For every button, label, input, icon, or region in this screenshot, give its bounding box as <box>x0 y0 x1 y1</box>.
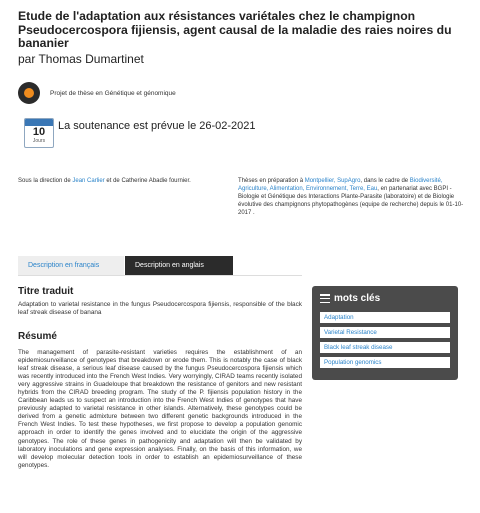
doctoral-school-link[interactable]: Biodiversité, Agriculture, Alimentation, Environnement, Terre, Eau <box>238 178 443 192</box>
defense-date-text: La soutenance est prévue le 26-02-2021 <box>58 120 256 132</box>
tab-divider <box>18 275 302 276</box>
page-title: Etude de l'adaptation aux résistances variétales chez le champignon Pseudocercospora fijiensis, agent causal de la maladie des raies noires du bananier <box>18 9 452 51</box>
supervision-connector: et de <box>106 178 120 184</box>
keywords-heading: mots clés <box>334 293 381 304</box>
author-name: par Thomas Dumartinet <box>18 52 144 66</box>
tab-description-anglais[interactable]: Description en anglais <box>125 256 233 275</box>
thesis-after-institution: , dans le cadre de <box>360 178 409 184</box>
keywords-panel <box>312 286 458 380</box>
tab-description-francais[interactable]: Description en français <box>18 256 124 275</box>
abstract-text: The management of parasite-resistant varieties requires the establishment of an epidemiosurveillance of genotypes that breakdown or erode them. This is notably the case of black leaf streak disease, a serious leaf disease caused by the fungus Pseudocercospora fijiensis which was recently introduced into the French West Indies. Very worryingly, CIRAD teams recently isolated very aggressive strains in Guadeloupe that breakdown the resistance of genitors and new resistant hybrids from the CIRAD breeding program. The study of the P. fijiensis population history in the Caribbean leads us to suspect an introduction into the French West Indies of genotypes that have previously adapted to varietal resistance in other islands. Alternatively, these genotypes could be derived from a genetic admixture between two different genetic backgrounds introduced in the French West Indies. To test these hypotheses, we first propose to develop a population genomic approach in order to identify the genes involved and to elucidate the origin of the aggressive genotypes. The role of these genes in pathogenicity and adaptation will then be validated by laboratory inoculations and gene expression analyses. Finally, on the basis of this information, we will develop molecular detection tools in order to establish an epidemiosurveillance of these genotypes. <box>18 349 302 469</box>
project-logo-icon <box>18 82 40 104</box>
abstract-heading: Résumé <box>18 331 57 342</box>
keyword-varietal-resistance[interactable]: Varietal Resistance <box>320 327 450 338</box>
thesis-info-text <box>238 177 464 217</box>
translated-title-text: Adaptation to varietal resistance in the fungus Pseudocercospora fijiensis, responsible of the black leaf streak disease of banana <box>18 301 302 316</box>
project-label: Projet de thèse en Génétique et génomique <box>50 89 176 97</box>
list-icon <box>320 294 330 303</box>
calendar-day: 10 <box>32 126 46 138</box>
supervision-text <box>18 177 218 185</box>
supervisor-2-name: Catherine Abadie <box>121 178 168 184</box>
institution-link[interactable]: Montpellier, SupAgro <box>304 178 361 184</box>
supervision-suffix: fournier. <box>169 178 191 184</box>
keywords-header <box>320 293 450 304</box>
keyword-black-leaf-streak-disease[interactable]: Black leaf streak disease <box>320 342 450 353</box>
project-line <box>18 82 176 104</box>
keyword-population-genomics[interactable]: Population genomics <box>320 357 450 368</box>
calendar-unit: Jours <box>32 138 46 144</box>
supervisor-link-jean-carlier[interactable]: Jean Carlier <box>72 178 105 184</box>
thesis-partnership: , en partenariat avec BGPI - Biologie et Génétique des Interactions Plante-Parasite (laboratoire) et de Biologie évolutive des champignons phytopathogènes (equipe de recherche) depuis le 01-10-2017 . <box>238 186 464 216</box>
keyword-adaptation[interactable]: Adaptation <box>320 312 450 323</box>
translated-title-heading: Titre traduit <box>18 286 74 297</box>
supervision-prefix: Sous la direction de <box>18 178 71 184</box>
thesis-prefix: Thèses en préparation à <box>238 178 304 184</box>
calendar-header <box>25 119 53 126</box>
calendar-icon <box>24 118 54 148</box>
